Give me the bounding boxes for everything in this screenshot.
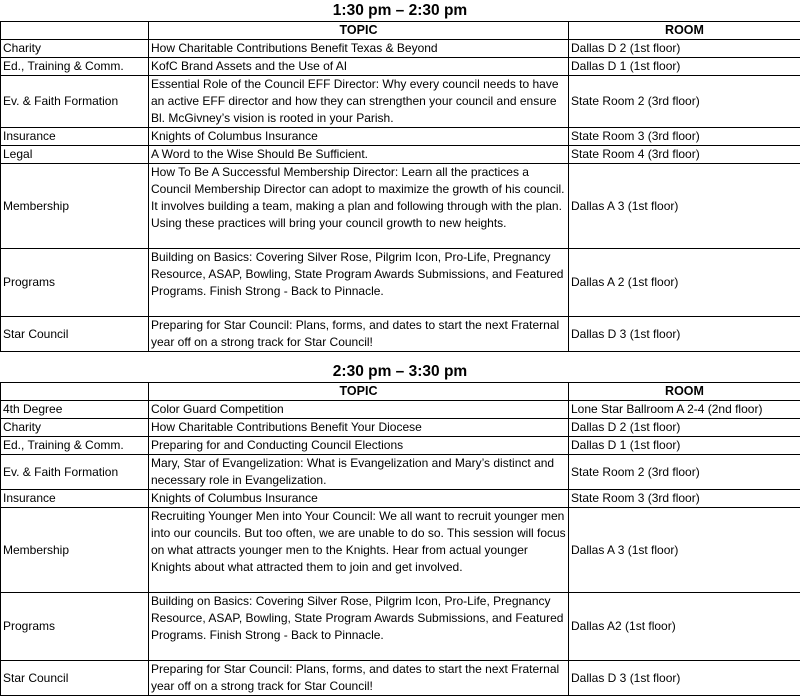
- table-row: [1, 661, 800, 696]
- topic-cell: Mary, Star of Evangelization: What is Evangelization and Mary’s distinct and necessary role in Evangelization.: [149, 455, 569, 490]
- category-cell: Ev. & Faith Formation: [1, 76, 149, 128]
- header-row: [1, 383, 800, 401]
- room-cell: Dallas A2 (1st floor): [569, 593, 800, 661]
- session-2-table: [0, 382, 800, 696]
- topic-cell: Preparing for Star Council: Plans, forms, and dates to start the next Fraternal year off on a strong track for Star Council!: [149, 317, 569, 352]
- category-header: [1, 22, 149, 40]
- category-cell: Programs: [1, 593, 149, 661]
- topic-header: TOPIC: [149, 22, 569, 40]
- topic-cell: KofC Brand Assets and the Use of AI: [149, 58, 569, 76]
- table-row: [1, 419, 800, 437]
- topic-cell: A Word to the Wise Should Be Sufficient.: [149, 146, 569, 164]
- table-row: [1, 249, 800, 317]
- category-cell: Charity: [1, 40, 149, 58]
- session-2-title: 2:30 pm – 3:30 pm: [0, 362, 800, 382]
- topic-cell: Essential Role of the Council EFF Director: Why every council needs to have an active EFF director and how they can strengthen your council and ensure Bl. McGivney’s vision is rooted in your Parish.: [149, 76, 569, 128]
- room-cell: Dallas D 3 (1st floor): [569, 317, 800, 352]
- category-cell: Membership: [1, 508, 149, 593]
- room-cell: State Room 2 (3rd floor): [569, 455, 800, 490]
- topic-cell: How Charitable Contributions Benefit Your Diocese: [149, 419, 569, 437]
- table-row: [1, 593, 800, 661]
- table-row: [1, 164, 800, 249]
- category-cell: Ev. & Faith Formation: [1, 455, 149, 490]
- room-cell: State Room 2 (3rd floor): [569, 76, 800, 128]
- category-cell: Ed., Training & Comm.: [1, 437, 149, 455]
- session-1-title: 1:30 pm – 2:30 pm: [0, 1, 800, 21]
- topic-cell: Knights of Columbus Insurance: [149, 128, 569, 146]
- room-cell: Dallas D 2 (1st floor): [569, 40, 800, 58]
- category-cell: Star Council: [1, 661, 149, 696]
- room-cell: State Room 3 (3rd floor): [569, 490, 800, 508]
- table-row: [1, 146, 800, 164]
- table-row: [1, 317, 800, 352]
- topic-cell: Building on Basics: Covering Silver Rose, Pilgrim Icon, Pro-Life, Pregnancy Resource, ASAP, Bowling, State Program Awards Submissions, and Featured Programs. Finish Strong - Back to Pinnacle.: [149, 593, 569, 661]
- room-cell: Dallas A 2 (1st floor): [569, 249, 800, 317]
- table-row: [1, 508, 800, 593]
- room-cell: State Room 3 (3rd floor): [569, 128, 800, 146]
- table-row: [1, 58, 800, 76]
- category-cell: Insurance: [1, 490, 149, 508]
- category-cell: Star Council: [1, 317, 149, 352]
- topic-cell: Knights of Columbus Insurance: [149, 490, 569, 508]
- topic-header: TOPIC: [149, 383, 569, 401]
- topic-cell: Preparing for Star Council: Plans, forms, and dates to start the next Fraternal year off on a strong track for Star Council!: [149, 661, 569, 696]
- room-cell: Dallas D 1 (1st floor): [569, 58, 800, 76]
- room-header: ROOM: [569, 383, 800, 401]
- table-row: [1, 455, 800, 490]
- topic-cell: Color Guard Competition: [149, 401, 569, 419]
- room-cell: State Room 4 (3rd floor): [569, 146, 800, 164]
- table-row: [1, 40, 800, 58]
- table-row: [1, 490, 800, 508]
- room-cell: Dallas D 1 (1st floor): [569, 437, 800, 455]
- category-cell: Charity: [1, 419, 149, 437]
- topic-cell: How Charitable Contributions Benefit Texas & Beyond: [149, 40, 569, 58]
- category-cell: Programs: [1, 249, 149, 317]
- table-row: [1, 437, 800, 455]
- session-1-table: [0, 21, 800, 352]
- room-cell: Lone Star Ballroom A 2-4 (2nd floor): [569, 401, 800, 419]
- table-row: [1, 76, 800, 128]
- category-cell: 4th Degree: [1, 401, 149, 419]
- room-cell: Dallas D 2 (1st floor): [569, 419, 800, 437]
- table-row: [1, 401, 800, 419]
- table-row: [1, 128, 800, 146]
- category-cell: Ed., Training & Comm.: [1, 58, 149, 76]
- header-row: [1, 22, 800, 40]
- topic-cell: Recruiting Younger Men into Your Council: We all want to recruit younger men into our councils. But too often, we are unable to do so. This session will focus on what attracts younger men to the Knights. Hear from actual younger Knights about what attracted them to join and get involved.: [149, 508, 569, 593]
- topic-cell: How To Be A Successful Membership Director: Learn all the practices a Council Membership Director can adopt to maximize the growth of his council. It involves building a team, making a plan and following through with the plan. Using these practices will bring your council growth to new heights.: [149, 164, 569, 249]
- room-cell: Dallas A 3 (1st floor): [569, 508, 800, 593]
- category-cell: Insurance: [1, 128, 149, 146]
- room-cell: Dallas D 3 (1st floor): [569, 661, 800, 696]
- topic-cell: Building on Basics: Covering Silver Rose, Pilgrim Icon, Pro-Life, Pregnancy Resource, ASAP, Bowling, State Program Awards Submissions, and Featured Programs. Finish Strong - Back to Pinnacle.: [149, 249, 569, 317]
- room-cell: Dallas A 3 (1st floor): [569, 164, 800, 249]
- category-cell: Membership: [1, 164, 149, 249]
- category-header: [1, 383, 149, 401]
- topic-cell: Preparing for and Conducting Council Elections: [149, 437, 569, 455]
- category-cell: Legal: [1, 146, 149, 164]
- room-header: ROOM: [569, 22, 800, 40]
